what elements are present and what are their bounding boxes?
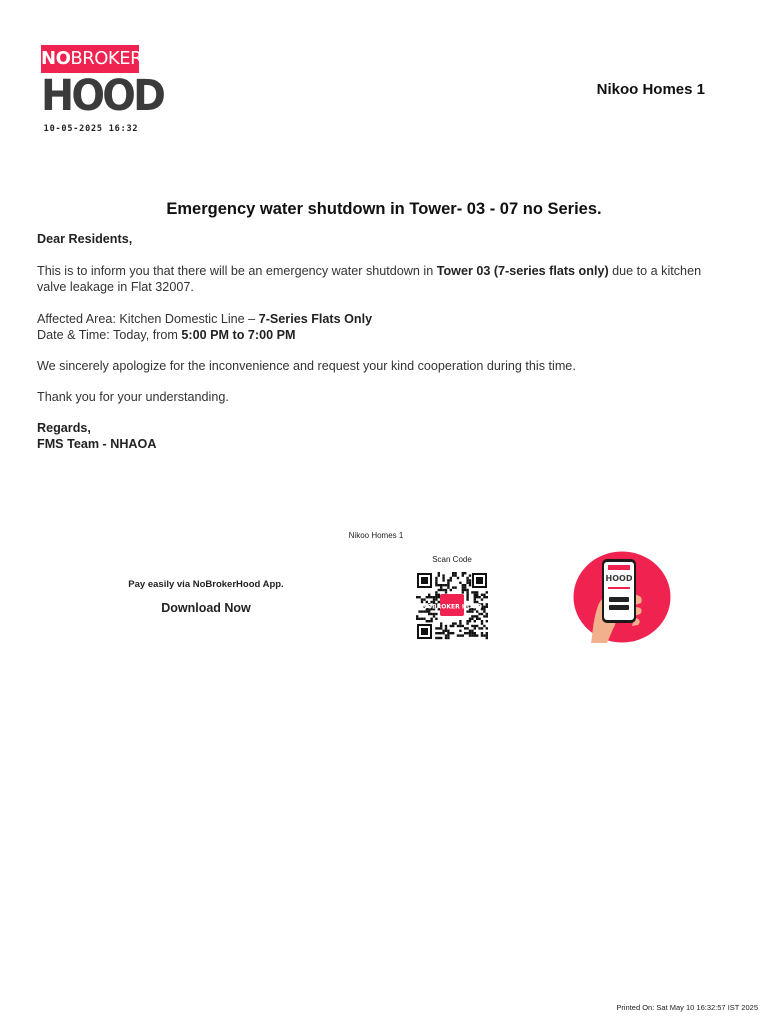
qr-module: [435, 591, 437, 593]
logo-no-text: NO: [41, 48, 71, 69]
phone-in-hand-icon: [573, 551, 671, 643]
qr-module: [486, 603, 488, 605]
qr-module: [454, 586, 456, 588]
qr-module: [438, 584, 440, 586]
qr-module: [486, 632, 488, 634]
qr-module: [438, 589, 440, 591]
qr-module: [483, 594, 485, 596]
qr-module: [447, 579, 449, 581]
notice-timestamp: 10-05-2025 16:32: [43, 124, 139, 134]
qr-module: [474, 615, 476, 617]
society-name: Nikoo Homes 1: [596, 81, 705, 98]
area-bold: 7-Series Flats Only: [258, 312, 373, 326]
qr-module: [466, 594, 468, 596]
qr-module: [442, 577, 444, 579]
qr-module: [466, 577, 468, 579]
qr-module: [452, 572, 454, 574]
qr-module: [440, 589, 442, 591]
qr-module: [442, 579, 444, 581]
logo-nobroker-banner: [41, 45, 143, 73]
qr-module: [447, 637, 449, 639]
qr-module: [426, 596, 428, 598]
qr-module: [474, 625, 476, 627]
qr-module: [440, 625, 442, 627]
qr-module: [452, 625, 454, 627]
qr-module: [447, 586, 449, 588]
qr-module: [483, 608, 485, 610]
qr-module: [474, 596, 476, 598]
qr-module: [476, 594, 478, 596]
qr-module: [433, 613, 435, 615]
affected-area: [37, 311, 717, 327]
qr-module: [466, 627, 468, 629]
qr-module: [447, 632, 449, 634]
qr-module: [464, 572, 466, 574]
qr-module: [476, 610, 478, 612]
qr-code-icon[interactable]: [416, 572, 488, 640]
pay-text: Pay easily via NoBrokerHood App.: [128, 579, 284, 590]
qr-module: [486, 606, 488, 608]
thanks-text: Thank you for your understanding.: [37, 390, 229, 404]
qr-module: [474, 632, 476, 634]
qr-module: [445, 584, 447, 586]
qr-module: [469, 618, 471, 620]
qr-module: [474, 634, 476, 636]
qr-module: [486, 591, 488, 593]
qr-module: [438, 594, 440, 596]
qr-module: [428, 596, 430, 598]
phone-brand-text: HOOD: [605, 574, 633, 583]
download-now-link[interactable]: Download Now: [161, 601, 251, 615]
qr-module: [435, 577, 437, 579]
qr-module: [466, 598, 468, 600]
qr-module: [469, 584, 471, 586]
qr-module: [474, 620, 476, 622]
qr-module: [450, 577, 452, 579]
qr-module: [423, 610, 425, 612]
qr-module: [442, 574, 444, 576]
qr-module: [469, 634, 471, 636]
qr-module: [471, 591, 473, 593]
qr-module: [462, 572, 464, 574]
qr-module: [445, 630, 447, 632]
qr-module: [452, 622, 454, 624]
qr-module: [428, 613, 430, 615]
qr-module: [459, 622, 461, 624]
qr-module: [435, 579, 437, 581]
qr-module: [483, 634, 485, 636]
qr-module: [418, 610, 420, 612]
notice-title: Emergency water shutdown in Tower- 03 - 07 no Series.: [166, 200, 602, 218]
qr-module: [442, 589, 444, 591]
qr-module: [466, 610, 468, 612]
qr-module: [454, 572, 456, 574]
qr-module: [466, 622, 468, 624]
qr-module: [483, 596, 485, 598]
qr-module: [430, 613, 432, 615]
qr-module: [423, 598, 425, 600]
qr-module: [435, 584, 437, 586]
apology-text: We sincerely apologize for the inconvenience and request your kind cooperation during this time.: [37, 359, 576, 373]
qr-module: [483, 606, 485, 608]
qr-module: [416, 596, 418, 598]
qr-module: [476, 596, 478, 598]
qr-module: [454, 622, 456, 624]
intro-text-1: This is to inform you that there will be an emergency water shutdown in: [37, 264, 437, 278]
qr-module: [486, 637, 488, 639]
qr-module: [469, 574, 471, 576]
qr-module: [442, 632, 444, 634]
qr-module: [435, 637, 437, 639]
qr-module: [469, 579, 471, 581]
scan-code-label: Scan Code: [432, 555, 472, 564]
qr-module: [447, 630, 449, 632]
qr-module: [423, 618, 425, 620]
qr-module: [428, 610, 430, 612]
qr-module: [438, 632, 440, 634]
qr-module: [464, 589, 466, 591]
qr-module: [438, 627, 440, 629]
qr-module: [430, 618, 432, 620]
qr-module: [447, 634, 449, 636]
qr-module: [481, 594, 483, 596]
qr-module: [464, 584, 466, 586]
greeting: [37, 231, 717, 247]
qr-module: [445, 627, 447, 629]
qr-module: [486, 620, 488, 622]
qr-module: [435, 596, 437, 598]
logo-hood-text: HOOD: [41, 71, 164, 121]
qr-module: [481, 620, 483, 622]
qr-module: [469, 620, 471, 622]
qr-module: [445, 625, 447, 627]
qr-module: [459, 620, 461, 622]
qr-module: [440, 632, 442, 634]
qr-module: [466, 632, 468, 634]
qr-module: [478, 596, 480, 598]
qr-module: [428, 594, 430, 596]
qr-module: [474, 627, 476, 629]
qr-module: [474, 594, 476, 596]
qr-module: [476, 634, 478, 636]
qr-module: [418, 618, 420, 620]
qr-module: [418, 596, 420, 598]
intro-text-2: due to a kitchen valve leakage in Flat 32007.: [37, 264, 702, 294]
qr-module: [452, 574, 454, 576]
qr-module: [426, 610, 428, 612]
qr-module: [481, 598, 483, 600]
qr-module: [481, 613, 483, 615]
qr-module: [435, 613, 437, 615]
qr-module: [442, 584, 444, 586]
qr-module: [471, 615, 473, 617]
qr-module: [486, 615, 488, 617]
qr-module: [447, 582, 449, 584]
qr-module: [457, 634, 459, 636]
qr-module: [476, 625, 478, 627]
qr-module: [433, 615, 435, 617]
qr-module: [416, 615, 418, 617]
qr-module: [469, 630, 471, 632]
qr-module: [438, 596, 440, 598]
qr-module: [462, 591, 464, 593]
qr-badge-text: NOBROKER HOOD: [421, 603, 483, 611]
signature-text: FMS Team - NHAOA: [37, 437, 157, 451]
qr-module: [466, 582, 468, 584]
qr-module: [459, 634, 461, 636]
qr-module: [471, 625, 473, 627]
qr-module: [440, 622, 442, 624]
qr-module: [469, 632, 471, 634]
qr-module: [445, 591, 447, 593]
qr-module: [450, 579, 452, 581]
qr-module: [474, 591, 476, 593]
qr-module: [462, 634, 464, 636]
qr-module: [428, 620, 430, 622]
qr-module: [478, 627, 480, 629]
qr-module: [438, 572, 440, 574]
logo-broker-text: BROKER: [70, 48, 143, 69]
qr-module: [438, 574, 440, 576]
qr-module: [450, 632, 452, 634]
qr-module: [440, 584, 442, 586]
qr-module: [421, 598, 423, 600]
qr-module: [459, 625, 461, 627]
intro-paragraph: [37, 263, 717, 295]
date-time: [37, 327, 717, 343]
time-bold: 5:00 PM to 7:00 PM: [181, 328, 296, 342]
qr-module: [435, 598, 437, 600]
qr-module: [466, 591, 468, 593]
intro-bold: Tower 03 (7-series flats only): [436, 264, 609, 278]
qr-module: [450, 625, 452, 627]
regards-block: [37, 420, 717, 452]
qr-module: [462, 574, 464, 576]
greeting-text: Dear Residents,: [37, 232, 133, 246]
qr-module: [457, 577, 459, 579]
qr-module: [462, 586, 464, 588]
qr-module: [435, 582, 437, 584]
qr-module: [452, 586, 454, 588]
qr-module: [476, 591, 478, 593]
qr-module: [464, 632, 466, 634]
time-label: Date & Time: Today, from: [37, 328, 182, 342]
regards-text: Regards,: [37, 421, 91, 435]
qr-module: [481, 632, 483, 634]
qr-module: [486, 596, 488, 598]
qr-module: [486, 627, 488, 629]
qr-module: [471, 634, 473, 636]
qr-module: [447, 584, 449, 586]
qr-module: [454, 574, 456, 576]
qr-module: [462, 584, 464, 586]
qr-module: [421, 610, 423, 612]
qr-module: [435, 618, 437, 620]
area-label: Affected Area: Kitchen Domestic Line –: [37, 312, 259, 326]
qr-module: [471, 632, 473, 634]
qr-module: [450, 589, 452, 591]
qr-module: [452, 632, 454, 634]
qr-module: [481, 634, 483, 636]
qr-module: [430, 596, 432, 598]
qr-module: [474, 598, 476, 600]
qr-module: [471, 610, 473, 612]
qr-module: [464, 627, 466, 629]
qr-module: [476, 618, 478, 620]
qr-module: [459, 582, 461, 584]
qr-module: [478, 618, 480, 620]
qr-module: [462, 625, 464, 627]
qr-module: [466, 596, 468, 598]
qr-module: [483, 615, 485, 617]
qr-module: [466, 589, 468, 591]
qr-module: [445, 634, 447, 636]
qr-module: [440, 627, 442, 629]
qr-module: [438, 637, 440, 639]
qr-module: [433, 596, 435, 598]
qr-module: [435, 627, 437, 629]
printed-on-timestamp: Printed On: Sat May 10 16:32:57 IST 2025: [616, 1003, 758, 1012]
qr-module: [483, 625, 485, 627]
qr-module: [430, 620, 432, 622]
qr-module: [433, 598, 435, 600]
qr-module: [476, 615, 478, 617]
qr-module: [478, 613, 480, 615]
qr-module: [466, 620, 468, 622]
qr-module: [481, 622, 483, 624]
qr-module: [445, 637, 447, 639]
qr-module: [440, 637, 442, 639]
qr-module: [445, 589, 447, 591]
qr-module: [435, 594, 437, 596]
qr-module: [421, 618, 423, 620]
qr-module: [459, 630, 461, 632]
qr-module: [435, 632, 437, 634]
qr-module: [471, 618, 473, 620]
qr-module: [442, 630, 444, 632]
qr-module: [416, 618, 418, 620]
qr-module: [486, 613, 488, 615]
footer-society-name: Nikoo Homes 1: [348, 531, 404, 540]
qr-module: [457, 625, 459, 627]
qr-module: [462, 589, 464, 591]
qr-module: [464, 586, 466, 588]
qr-module: [481, 627, 483, 629]
qr-module: [466, 579, 468, 581]
qr-module: [471, 630, 473, 632]
qr-module: [440, 586, 442, 588]
qr-module: [426, 620, 428, 622]
qr-module: [469, 582, 471, 584]
qr-module: [486, 634, 488, 636]
qr-module: [483, 610, 485, 612]
qr-module: [469, 610, 471, 612]
